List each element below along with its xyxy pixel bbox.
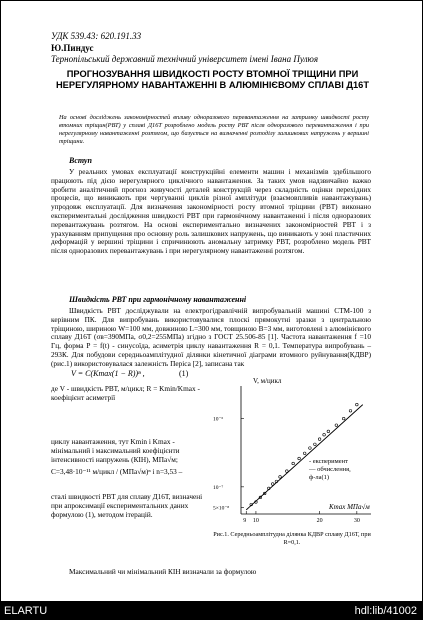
footer-left: ELARTU <box>4 605 48 617</box>
formula-explanation-2: циклу навантаження, тут Kmin і Kmax - мінімальний і максимальний коефіцієнти інтенсивності напружень (КІН), МПа√м; <box>51 437 180 465</box>
author-name: Ю.Пиндус <box>51 43 94 53</box>
closing-line: Максимальний чи мінімальний КІН визначали за формулою <box>69 567 257 576</box>
paris-formula: V = C(Kmax(1 − R))ⁿ , <box>71 369 145 378</box>
legend-entry: — обчислення, <box>309 466 351 473</box>
data-marks <box>246 403 363 510</box>
data-point <box>303 452 306 455</box>
formula-explanation-4: сталі швидкості РВТ для сплаву Д16Т, визначені при апроксимації експериментальних даних формулою (1), методом ітерацій. <box>51 492 203 520</box>
y-tick-label: 10⁻⁷ <box>213 484 224 491</box>
formula-explanation-3: C=3,48·10⁻¹¹ м/цикл / (МПа√м)ⁿ і n=3,53 – <box>51 467 183 476</box>
data-point <box>342 417 345 420</box>
x-tick-label: 30 <box>353 518 360 524</box>
footer-bar <box>0 602 423 620</box>
intro-paragraph: У реальних умовах експлуатації конструкційні елементи машин і механізмів здебільшого працюють під дією нерегулярного циклічного навантаження. За таких умов надзвичайно важко зробити аналітичний прогноз живучості деталей конструкцій через складність оцінки перехідних процесів, що виникають при чергуванні циклів різної амплітуди (взаємовпливів навантажувань) упродовж експлуатації. Для визначення закономірності росту втомної тріщини (РВТ) виконано експериментальні дослідження швидкості РВТ при гармонічному навантаженні і після одноразових перевантажувань розтягом. На основі експериментально визначених закономірностей РВТ і з урахуванням припущення про основну роль залишкових напружень, що виникають у зоні пластичних деформацій у вершині тріщини і спричинюють аномальну затримку РВТ, розроблено модель РВТ після одноразових перевантажувань і при нерегулярному навантаженні розтягом. <box>51 167 371 256</box>
legend-entry: - експеримент <box>309 458 348 465</box>
y-tick-label: 10⁻⁶ <box>213 416 224 423</box>
data-point <box>309 447 312 450</box>
figure-caption: Рис.1. Середньоамплітудна ділянка КДВР сплаву Д16Т, при R=0,1. <box>213 531 371 546</box>
paper-title: ПРОГНОЗУВАННЯ ШВИДКОСТІ РОСТУ ВТОМНОЇ ТРІЩИНИ ПРИ НЕРЕГУЛЯРНОМУ НАВАНТАЖЕННІ В АЛЮМІНІЄВОМУ СПЛАВІ Д16Т <box>55 69 370 90</box>
data-point <box>314 443 317 446</box>
legend-entry: ф-ла(1) <box>309 474 330 481</box>
data-point <box>298 457 301 460</box>
y-tick-label: 5×10⁻⁸ <box>213 505 230 512</box>
chart-x-label: Kmax МПа√м <box>329 503 370 511</box>
udk-code: УДК 539.43: 620.191.33 <box>51 31 142 41</box>
data-point <box>323 433 326 436</box>
data-point <box>292 462 295 465</box>
data-point <box>271 483 274 486</box>
harmonic-paragraph: Швидкість РВТ досліджували на електрогідравлічній випробувальній машині СТМ-100 з керівним ПК. Для випробувань використовувалися плоскі прямокутні зразки з центральною тріщиною, шириною W=100 мм, довжиною L=300 мм, товщиною B=3 мм, виготовлені з алюмінієвого сплаву Д16Т (σв=390МПа, σ0,2=255МПа) згідно з ГОСТ 25.506-85 [1]. Частота навантаження f =10 Гц, форма P = f(t) - синусоїда, асиметрія циклу навантаження R = 0,1. Температура випробувань – 293К. Для побудови середньоамплітудної ділянки кінетичної діаграми втомного руйнування(КДВР) (рис.1) використовувалася залежність Періса [2], записана так <box>51 306 371 368</box>
abstract: На основі досліджень закономірностей впливу одноразового перевантаження на затримку швидкості росту втомних тріщин(РВТ) у сплаві Д16Т розроблено модель росту РВТ після одноразового перевантаження і при нерегулярному навантаженні розтягом, що базується на визначенні розподілу залишкових напружень у вершині тріщини. <box>59 114 369 145</box>
data-point <box>318 438 321 441</box>
kdvr-chart <box>211 371 376 531</box>
footer-right: hdl:lib/41002 <box>354 605 417 617</box>
section-heading-harmonic: Швидкість РВТ при гармонічному навантаженні <box>69 295 247 304</box>
affiliation: Тернопільський державний технічний університет імені Івана Пулюя <box>51 54 319 64</box>
chart-legend <box>308 458 351 481</box>
x-tick-label: 20 <box>316 518 323 524</box>
data-point <box>349 409 352 412</box>
data-point <box>327 430 330 433</box>
data-point <box>279 476 282 479</box>
formula-explanation-1: де V - швидкість РВТ, м/цикл; R = Kmin/Kmax - коефіцієнт асиметрії <box>51 384 200 403</box>
x-tick-label: 9 <box>243 518 247 524</box>
x-tick-label: 10 <box>252 518 259 524</box>
data-point <box>286 470 289 473</box>
chart-y-label: V, м/цикл <box>253 377 282 385</box>
data-point <box>335 424 338 427</box>
data-point <box>356 403 359 406</box>
section-heading-intro: Вступ <box>69 156 92 165</box>
formula-number: (1) <box>179 369 189 378</box>
